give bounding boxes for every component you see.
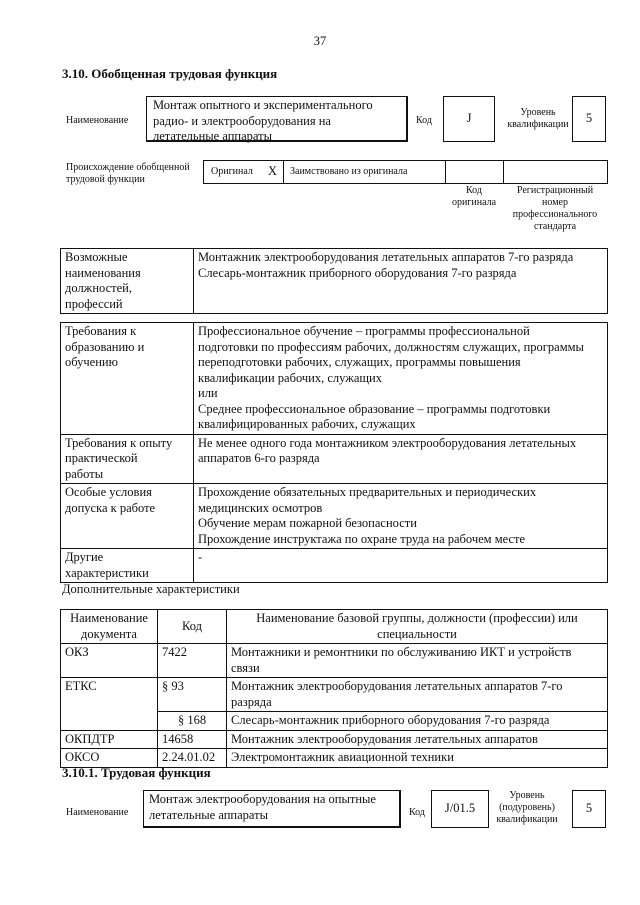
divider bbox=[283, 160, 284, 183]
row-doc: ОКЗ bbox=[61, 644, 158, 678]
row-code: 2.24.01.02 bbox=[158, 749, 227, 768]
row-name: Монтажник электрооборудования летательных аппаратов 7-го разряда bbox=[227, 678, 608, 712]
row-code: § 93 bbox=[158, 678, 227, 712]
row-name: Слесарь-монтажник приборного оборудования 7-го разряда bbox=[227, 712, 608, 731]
borrowed-label: Заимствовано из оригинала bbox=[290, 166, 408, 177]
name-label: Наименование bbox=[66, 807, 129, 818]
row-doc: ЕТКС bbox=[61, 678, 158, 731]
row-name: Электромонтажник авиационной техники bbox=[227, 749, 608, 768]
level-box: 5 bbox=[572, 96, 606, 142]
row-code: § 168 bbox=[158, 712, 227, 731]
origin-label: Происхождение обобщенной трудовой функции bbox=[66, 162, 190, 185]
requirement-label: Другие характеристики bbox=[61, 549, 194, 583]
table-row bbox=[61, 249, 608, 314]
table-row bbox=[61, 678, 608, 712]
requirement-value: Не менее одного года монтажником электрооборудования летательных аппаратов 6-го разряда bbox=[194, 434, 608, 484]
requirement-label: Особые условия допуска к работе bbox=[61, 484, 194, 549]
code-box: J/01.5 bbox=[431, 790, 489, 828]
table-row bbox=[61, 323, 608, 435]
requirement-value: Прохождение обязательных предварительных и периодических медицинских осмотров Обучение мерам пожарной безопасности Прохождение инструктажа по охране труда на рабочем месте bbox=[194, 484, 608, 549]
divider bbox=[445, 160, 446, 183]
header-name: Наименование базовой группы, должности (профессии) или специальности bbox=[227, 610, 608, 644]
table-row bbox=[61, 434, 608, 484]
reg-number-caption: Регистрационный номер профессионального стандарта bbox=[512, 185, 598, 232]
table-row bbox=[61, 644, 608, 678]
row-name: Монтажник электрооборудования летательных аппаратов bbox=[227, 730, 608, 749]
row-code: 14658 bbox=[158, 730, 227, 749]
requirement-label: Требования к образованию и обучению bbox=[61, 323, 194, 435]
row-name: Монтажники и ремонтники по обслуживанию ИКТ и устройств связи bbox=[227, 644, 608, 678]
code-label: Код bbox=[409, 807, 425, 818]
professions-label: Возможные наименования должностей, профессий bbox=[61, 249, 194, 314]
level-box: 5 bbox=[572, 790, 606, 828]
section-heading-3-10: 3.10. Обобщенная трудовая функция bbox=[62, 66, 278, 81]
code-label: Код bbox=[416, 115, 432, 126]
section-heading-3-10-1: 3.10.1. Трудовая функция bbox=[62, 765, 211, 780]
table-row bbox=[61, 730, 608, 749]
name-label: Наименование bbox=[66, 115, 129, 126]
header-document: Наименование документа bbox=[61, 610, 158, 644]
original-mark: X bbox=[268, 164, 278, 178]
requirement-value: Профессиональное обучение – программы профессиональной подготовки по профессиям рабочих, должностям служащих, программы переподготовки рабочих, служащих, программы повышения квалификации рабочих, служащих или Среднее профессиональное образование – программы подготовки квалифицированных рабочих, служащих bbox=[194, 323, 608, 435]
table-header-row bbox=[61, 610, 608, 644]
additional-title: Дополнительные характеристики bbox=[62, 582, 240, 596]
professions-table bbox=[60, 248, 608, 314]
row-code: 7422 bbox=[158, 644, 227, 678]
level-label: Уровень квалификации bbox=[507, 107, 569, 130]
row-doc: ОКСО bbox=[61, 749, 158, 768]
page-number: 37 bbox=[313, 34, 327, 48]
code-box: J bbox=[443, 96, 495, 142]
level-label: Уровень (подуровень) квалификации bbox=[496, 790, 558, 825]
function-name-box: Монтаж электрооборудования на опытные летательные аппараты bbox=[143, 790, 401, 828]
table-row bbox=[61, 484, 608, 549]
origin-code-caption: Код оригинала bbox=[451, 185, 497, 208]
table-row bbox=[61, 549, 608, 583]
divider bbox=[503, 160, 504, 183]
original-label: Оригинал bbox=[211, 166, 253, 177]
requirements-table bbox=[60, 322, 608, 583]
requirement-label: Требования к опыту практической работы bbox=[61, 434, 194, 484]
header-code: Код bbox=[158, 610, 227, 644]
requirement-value: - bbox=[194, 549, 608, 583]
function-name-box: Монтаж опытного и экспериментального радио- и электрооборудования на летательные аппараты bbox=[146, 96, 408, 142]
professions-value: Монтажник электрооборудования летательных аппаратов 7-го разряда Слесарь-монтажник приборного оборудования 7-го разряда bbox=[194, 249, 608, 314]
additional-table bbox=[60, 609, 608, 768]
row-doc: ОКПДТР bbox=[61, 730, 158, 749]
